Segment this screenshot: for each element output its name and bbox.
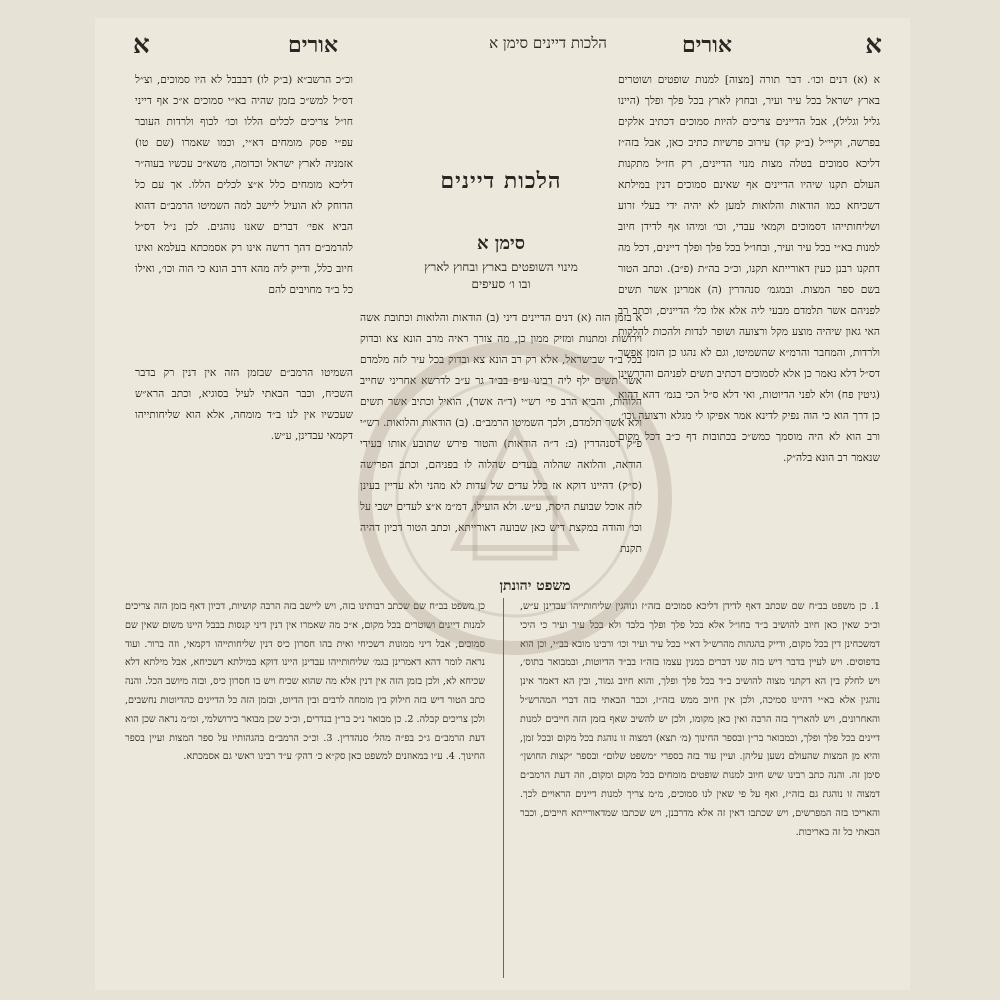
page-header (133, 24, 882, 64)
siman-title: סימן א (476, 233, 526, 254)
notes-section-title: משפט יהונתן (499, 578, 571, 594)
siman-paragraph-count: ובו ו׳ סעיפים (471, 277, 531, 291)
siman-heading (360, 233, 642, 292)
notes-text: כן משפט בב״ח שם שכתב רבותינו בזה, ויש ליישב בזה הרבה קושיות, דכיון דאף בזמן הזה צריכים למנות דיינים ושוטרים בכל מקום, א״כ מה שאמרו אין דנין דיני קנסות בבבל היינו משום שאין שם סמוכים, אבל דיני ממונות דשכיחי ואית בהו חסרון כיס דנין שליחותייהו דקמאי, וזה ברור. ועוד נראה לומר דהא דאמרינן בגמ׳ שליחותייהו עבדינן היינו דוקא במילתא דשכיחא, אבל מילתא דלא שכיחא לא, ולכן בזמן הזה אין דנין אלא מה שהוא שכיח ויש בו חסרון כיס, ובזה מיושב הכל. והנה כתב הטור דיש בזה חילוק בין מומחה לרבים ובין הדיוט, ובזמן הזה כל הדיינים כהדיוטות נחשבים, ולכן צריכים קבלה. 2. כן מבואר נ״כ בר״ן בנדרים, וכ״כ שכן מבואר בירושלמי, ומ״מ נראה שכן הוא דעת הרמב״ם ג״כ בפ״ה מהל׳ סנהדרין. 3. וכ״כ הרמב״ם בהגהותיו על ספר המצות ועיין בספר החינוך. 4. ע״ו במאוזנים למשפט כאן סק״א כ׳ דהק׳ ע״ד רבינו ראשי גם אסמכתא. (125, 601, 485, 763)
commentary-column-right (618, 70, 880, 570)
notes-text: 1. כן משפט בב״ח שם שכתב דאף לדידן דליכא סמוכים בזה״ז ונוהגין שליחותייהו עבדינן ע״ש, וכ״כ שאין כאן חיוב להושיב ב״ד בחו״ל אלא בכל פלך ופלך בלבד ולא בכל עיר ועיר כי היכי דמשכחינן דין בכל מקום, ודייק בהגהות מהרש״ל דא״י בכל עיר ועיר וכו׳ ורבינו מובא בב״י, וכן הוא בדפוסים. ויש לעיין בדבר דיש בזה שני דברים במנין עצמו בזה״ז בב״ד הדיוטות, ובמבואר בתוס׳, ויש לחלק בין הא דקתני מצוה להושיב ב״ד בכל פלך ופלך, והוא חיוב גמור, ובין הא דאמר אינן נוהגין אלא בא״י דהיינו סמיכה, ולכן אין חיוב ממש בזה״ז, וכבר הבאתי בזה דברי המהרש״ל והאחרונים, ויש להאריך בזה הרבה ואין כאן מקומו, ולכן יש להשיב שאף בזמן הזה חייבים למנות דיינים בכל פלך ופלך, וכמבואר בר״ן ובספר החינוך (מ׳ תצא) דמצוה זו נוהגת בכל מקום ובכל זמן, והיא מן המצות שהעולם נשען עליהן. ועיין עוד בזה בספרי ״משפט שלום״ ובספר ״קצות החושן״ סימן זה. והנה כתב רבינו שיש חיוב למנות שופטים מומחים בכל מקום ומקום, וזה דעת הרמב״ם דמצוה זו נוהגת גם בזה״ז, ואף על פי שאין לנו סמוכים, מ״מ צריך למנות דיינים הראויים לכך. והאריכו בזה המפרשים, ויש שכתבו דאין זה אלא מדרבנן, ויש שכתבו שמדאורייתא חייבים, וכבר הבאתי כל זה באריכות. (520, 601, 880, 838)
section-title: הלכות דיינים (440, 168, 562, 194)
header-title-left: אורים (288, 32, 339, 58)
main-text-column (360, 308, 642, 570)
commentary-text: השמיטו הרמב״ם שבזמן הזה אין דנין רק בדבר השכיח, וכבר הבאתי לעיל בסוגיא, וכתב הרא״ש שעכשיו אין לנו ב״ד מומחה, אלא הוא שליחותייהו דקמאי עבדינן, ע״ש. (135, 367, 353, 442)
notes-column-left (125, 598, 485, 983)
header-title-right: אורים (681, 32, 732, 58)
notes-column-separator (503, 598, 504, 978)
commentary-text: א (א) דנים וכו׳. דבר תורה [מצוה] למנות שופטים ושוטרים בארץ ישראל בכל עיר ועיר, ובחוץ לארץ בכל פלך ופלך (היינו גליל וגליל), אבל הדיינים צריכים להיות סמוכים דכתיב אלקים בפרשה, וקיי״ל (ב״ק קד) עירוב פרשיות כתיב כאן, אבל בזה״ז דליכא סמוכים בטלה מצות מנוי הדיינים, רק חז״ל מתקנות העולם תקנו שיהיו הדיינים אף שאינם סמוכים דנין במילתא דשכיחא כמו הודאות והלואות למען לא יהיה ידי בעלי זרוע ושליחותייהו דסמוכים וקמאי עבדי, וכו׳ ומיהו אף לדידן חיוב למנות בא״י בכל עיר ועיר, ובחו״ל בכל פלך ופלך דיינים, דכל מה דתקנו רבנן כעין דאורייתא תקנו, וכ״כ בה״ת (פ״ב). וכתב הטור בשם ספר המצות. ובמגמ׳ סנהדרין (ה) אמרינן אשר תשים לפניהם אשר תלמדם מבעי ליה אלא אלו כלי הדיינים, וכתב רב האי גאון שיהיה מוצע מקל ורצועה ושופר לנדות ולהכות להלקות ולרדות, והמחבר והרמ״א שהשמיטו, וגם לא נהגו כן הזמן אפשר דס״ל דלא נאמר כן אלא לסמוכים דכתיב תשים לפניהם והדרשינן (גיטין פח) ולא לפני הדיוטות, ואי דלא ס״ל הכי בגמ׳ דהא דהוא כן דרך הוא כי הוה נפיק לדינא אמר אפיקו לי מגלא ורצועה וכו׳, ורב הוא לא היה מוסמך כמש״כ בכתובות דף כ״ב דכל מקום שנאמר רב הונא בלה״ק. (618, 74, 880, 464)
commentary-column-left-lower (135, 363, 353, 570)
main-text: א בזמן הזה (א) דנים הדיינים דיני (ב) הודאות והלואות וכתובת אשה וירושות ומתנות ומזיק ממון כן, מה צורך ראיה מרב הונא צא ובדוק בכל ב״ד שבישראל, אלא רק רב הונא צא ובדוק בכל עיר לזה מלמדם אשר תשים ילף ליה רבינו ע״פ בב״ד גר ע״ב לדרשא אחריני שחייב הלוהות, והביא הרב פי׳ רש״י (ד״ה אשר), הואיל וכתיב אשר תשים ולא אשר תלמדם, ולכך השמיטו הרמב״ם. (ב) הודאות והלואות. רש״י פ״ק דסנהדרין (ב: ד״ה הודאות) והטור פירש שתובע אותו בעידי הודאה, והלואה שהלוה בעדים שהלוה לו בפניהם, וכתב הפרישה (ס״ק) דהיינו דוקא אז כלל עדים של עדות לא מהני ולא עדיין בעינן לזה אוכל שבועת היסת, ע״ש. ולא הועילו, דמ״מ א״צ לעדים ישבי על וכו׳ והודה במקצת דיש כאן שבועה דאורייתא, וכתב הטור דכיון דהיה תקנת (360, 312, 642, 555)
header-running-title: הלכות דיינים סימן א (489, 34, 607, 52)
commentary-column-left-upper (135, 70, 353, 360)
section-heading (360, 168, 642, 208)
notes-column-right (520, 598, 880, 983)
header-siman-letter-right: א (865, 30, 882, 60)
commentary-text: וכ״כ הרשב״א (ב״ק לו) דבבבל לא היו סמוכים, וצ״ל דס״ל למש״כ בזמן שהיה בא״י סמוכים א״כ אף דייני חו״ל צריכים לכלים הללו וכו׳ לכוף ולרדות העובר עפ״י פסק מומחים דא״י, וכמו שאמרו (שם טו) אזמניה לארץ ישראל וכדומה, משא״כ עכשיו בעוה״ר דליכא מומחים כלל א״צ לכלים הללו. אך עם כל הדוחק לא הועיל ליישב למה השמיטו הרמב״ם דהוא הביא אפי׳ דברים שאנו נוהגים. לכן נ״ל דס״ל להרמב״ם דהך דרשה אינו רק אסמכתא בעלמא ואינו חיוב כלל, ודייק ליה מהא דרב הונא כי הוה וכו׳, ואילו כל ב״ד מחויבים להם (135, 74, 353, 296)
notes-divider (125, 578, 880, 598)
book-page (95, 18, 910, 990)
siman-subtitle: מינוי השופטים בארץ ובחוץ לארץ (424, 260, 578, 274)
header-siman-letter-left: א (133, 30, 150, 60)
